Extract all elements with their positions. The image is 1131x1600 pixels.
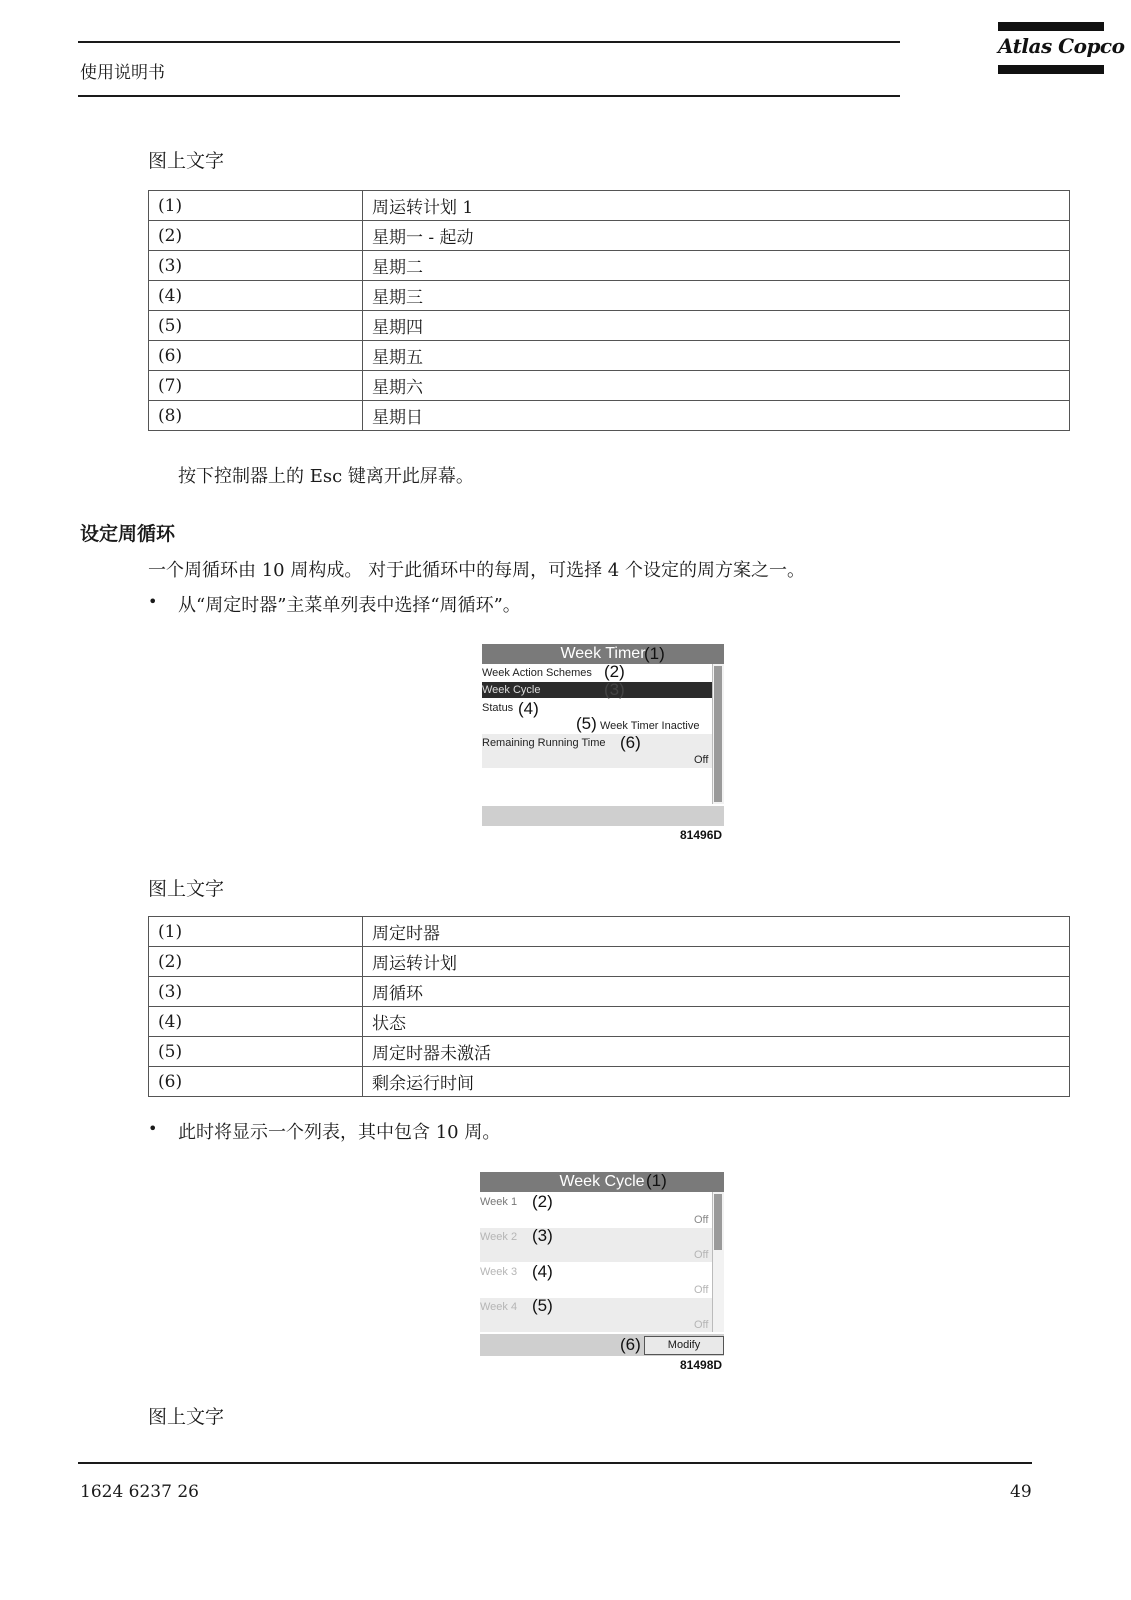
legend-number: (6) [149,341,363,371]
legend-number: (1) [149,917,363,947]
callout-1: (1) [644,644,665,663]
legend-caption-3: 图上文字 [148,1406,225,1428]
table-row [149,311,1070,341]
section-heading: 设定周循环 [80,523,176,545]
callout-2: (2) [604,662,625,681]
menu-item-status: Status [482,702,514,714]
table-row [149,1067,1070,1097]
legend-number: (2) [149,947,363,977]
figure-id: 81496D [680,828,723,842]
legend-number: (8) [149,401,363,431]
legend-text: 星期五 [363,341,1070,371]
legend-caption-2: 图上文字 [148,878,225,900]
table-row [149,251,1070,281]
legend-number: (1) [149,191,363,221]
bullet-icon: • [148,592,158,611]
legend-caption-1: 图上文字 [148,150,225,172]
callout-6: (6) [620,733,641,752]
legend-number: (4) [149,1007,363,1037]
intro-paragraph: 一个周循环由 10 周构成。 对于此循环中的每周，可选择 4 个设定的周方案之一。 [148,560,805,581]
legend-number: (5) [149,1037,363,1067]
legend-number: (3) [149,251,363,281]
legend-number: (7) [149,371,363,401]
screen-titlebar [482,644,724,664]
callout-3: (3) [532,1226,553,1245]
legend-text: 星期日 [363,401,1070,431]
legend-text: 星期二 [363,251,1070,281]
menu-item-week-action-schemes: Week Action Schemes [482,667,592,679]
week-timer-screenshot [478,640,730,845]
table-row [149,917,1070,947]
table-row [149,341,1070,371]
legend-table-1 [148,190,1070,431]
legend-text: 星期四 [363,311,1070,341]
legend-text: 星期一 - 起动 [363,221,1070,251]
legend-number: (4) [149,281,363,311]
table-row [149,371,1070,401]
scrollbar-thumb[interactable] [714,1194,722,1250]
table-row [149,281,1070,311]
figure-id: 81498D [680,1358,723,1372]
week-label: Week 2 [480,1231,518,1243]
callout-5: (5) [576,714,597,733]
table-row [149,221,1070,251]
scrollbar-thumb[interactable] [714,666,722,802]
legend-text: 剩余运行时间 [363,1067,1070,1097]
callout-2: (2) [532,1192,553,1211]
logo-wordmark: Atlas Copco [998,34,1125,58]
screen-titlebar [480,1172,724,1192]
callout-6: (6) [620,1335,641,1354]
legend-text: 周循环 [363,977,1070,1007]
menu-item-remaining-running-time: Remaining Running Time [482,737,606,749]
status-value: Week Timer Inactive [600,720,700,732]
footer-rule [78,1462,1032,1464]
legend-text: 周定时器未激活 [363,1037,1070,1067]
legend-number: (3) [149,977,363,1007]
legend-table-2 [148,916,1070,1097]
legend-text: 星期六 [363,371,1070,401]
legend-number: (2) [149,221,363,251]
header-rule-bottom [78,95,900,97]
header-rule-top [78,41,900,43]
table-row [149,191,1070,221]
table-row [149,401,1070,431]
week-value: Off [694,1249,709,1261]
legend-text: 星期三 [363,281,1070,311]
legend-number: (6) [149,1067,363,1097]
logo-bar-bottom [998,65,1104,74]
screen-bottom-bar [482,806,724,826]
week-value: Off [694,1214,709,1226]
legend-text: 周定时器 [363,917,1070,947]
callout-5: (5) [532,1296,553,1315]
bullet-icon: • [148,1119,158,1138]
legend-text: 状态 [363,1007,1070,1037]
table-row [149,1037,1070,1067]
callout-1: (1) [646,1171,667,1190]
week-label: Week 3 [480,1266,518,1278]
legend-text: 周运转计划 1 [363,191,1070,221]
screen-title: Week Cycle [559,1173,645,1190]
header-title: 使用说明书 [80,63,165,83]
week-value: Off [694,1319,709,1331]
table-row [149,947,1070,977]
week-label: Week 4 [480,1301,518,1313]
modify-button[interactable]: Modify [644,1336,724,1355]
week-label: Week 1 [480,1196,518,1208]
remaining-time-value: Off [694,754,709,766]
callout-4: (4) [532,1262,553,1281]
callout-3: (3) [604,680,625,699]
callout-4: (4) [518,699,539,718]
logo-bar-top [998,22,1104,31]
table-row [149,977,1070,1007]
table-row [149,1007,1070,1037]
atlas-copco-logo [998,22,1125,74]
bullet-text-1: 从“周定时器”主菜单列表中选择“周循环”。 [178,595,521,616]
legend-text: 周运转计划 [363,947,1070,977]
document-number: 1624 6237 26 [80,1482,199,1502]
menu-item-week-cycle: Week Cycle [482,684,541,696]
esc-note: 按下控制器上的 Esc 键离开此屏幕。 [178,466,474,487]
week-value: Off [694,1284,709,1296]
week-cycle-screenshot [476,1168,732,1376]
bullet-text-2: 此时将显示一个列表，其中包含 10 周。 [178,1122,501,1143]
legend-number: (5) [149,311,363,341]
page-number: 49 [1010,1482,1032,1502]
screen-title: Week Timer [560,645,646,662]
